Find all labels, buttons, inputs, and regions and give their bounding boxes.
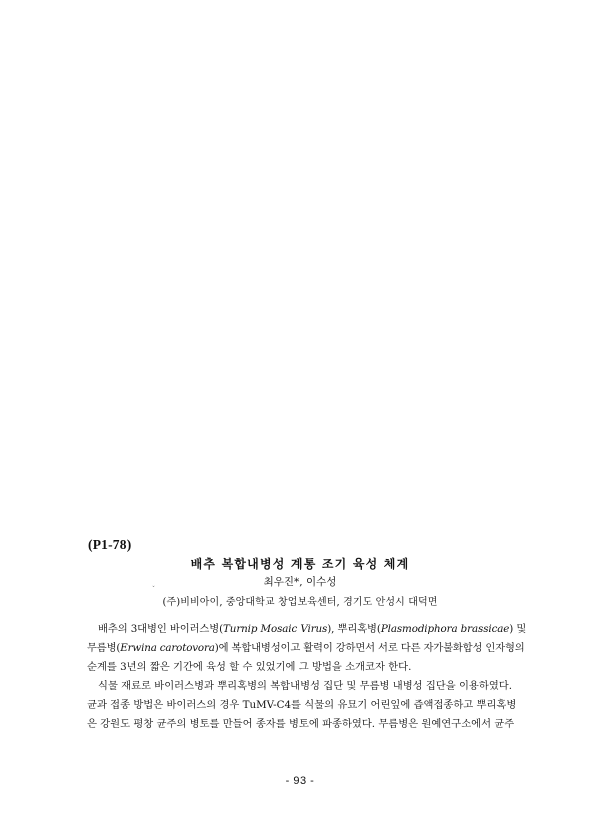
paragraph-1-line-2	[87, 639, 527, 658]
paragraph-1-line-3: 순계를 3년의 짧은 기간에 육성 할 수 있었기에 그 방법을 소개코자 한다.	[87, 661, 412, 673]
paper-affiliation: (주)비비아이, 중앙대학교 창업보육센터, 경기도 안성시 대덕면	[162, 597, 438, 608]
abstract-code: (P1-78)	[88, 537, 132, 552]
text-run: )에 복합내병성이고 활력이 강하면서 서로 다른 자가불화합성 인자형의	[214, 642, 525, 654]
paper-title: 배추 복합내병성 계통 조기 육성 체계	[190, 557, 410, 571]
paragraph-2-line-2: 균과 접종 방법은 바이러스의 경우 TuMV-C4를 식물의 유묘기 어린잎에 즙액접종하고 뿌리혹병	[87, 699, 517, 711]
paragraph-2-line-1: 식물 재료로 바이러스병과 뿌리혹병의 복합내병성 집단 및 무름병 내병성 집단을 이용하였다.	[98, 680, 512, 692]
virus-name: Turnip Mosaic Virus	[223, 623, 328, 635]
text-run: 무름병(	[87, 642, 121, 654]
paragraph-2-line-3: 은 강원도 평창 균주의 병토를 만들어 종자를 병토에 파종하였다. 무름병은 원예연구소에서 균주	[87, 718, 515, 730]
page-number: - 93 -	[285, 775, 315, 787]
paragraph-1-line-1	[87, 620, 527, 639]
pathogen-name: Plasmodiphora brassicae	[380, 623, 510, 635]
text-run: ), 뿌리혹병(	[327, 623, 381, 635]
pathogen-name: Erwina carotovora	[120, 642, 215, 654]
text-run: 배추의 3대병인 바이러스병(	[98, 623, 224, 635]
abstract-body	[87, 620, 527, 734]
paper-authors: 최우진*, 이수성	[263, 576, 337, 588]
text-run: ) 및	[509, 623, 527, 635]
stray-mark: ˇ	[152, 586, 155, 593]
